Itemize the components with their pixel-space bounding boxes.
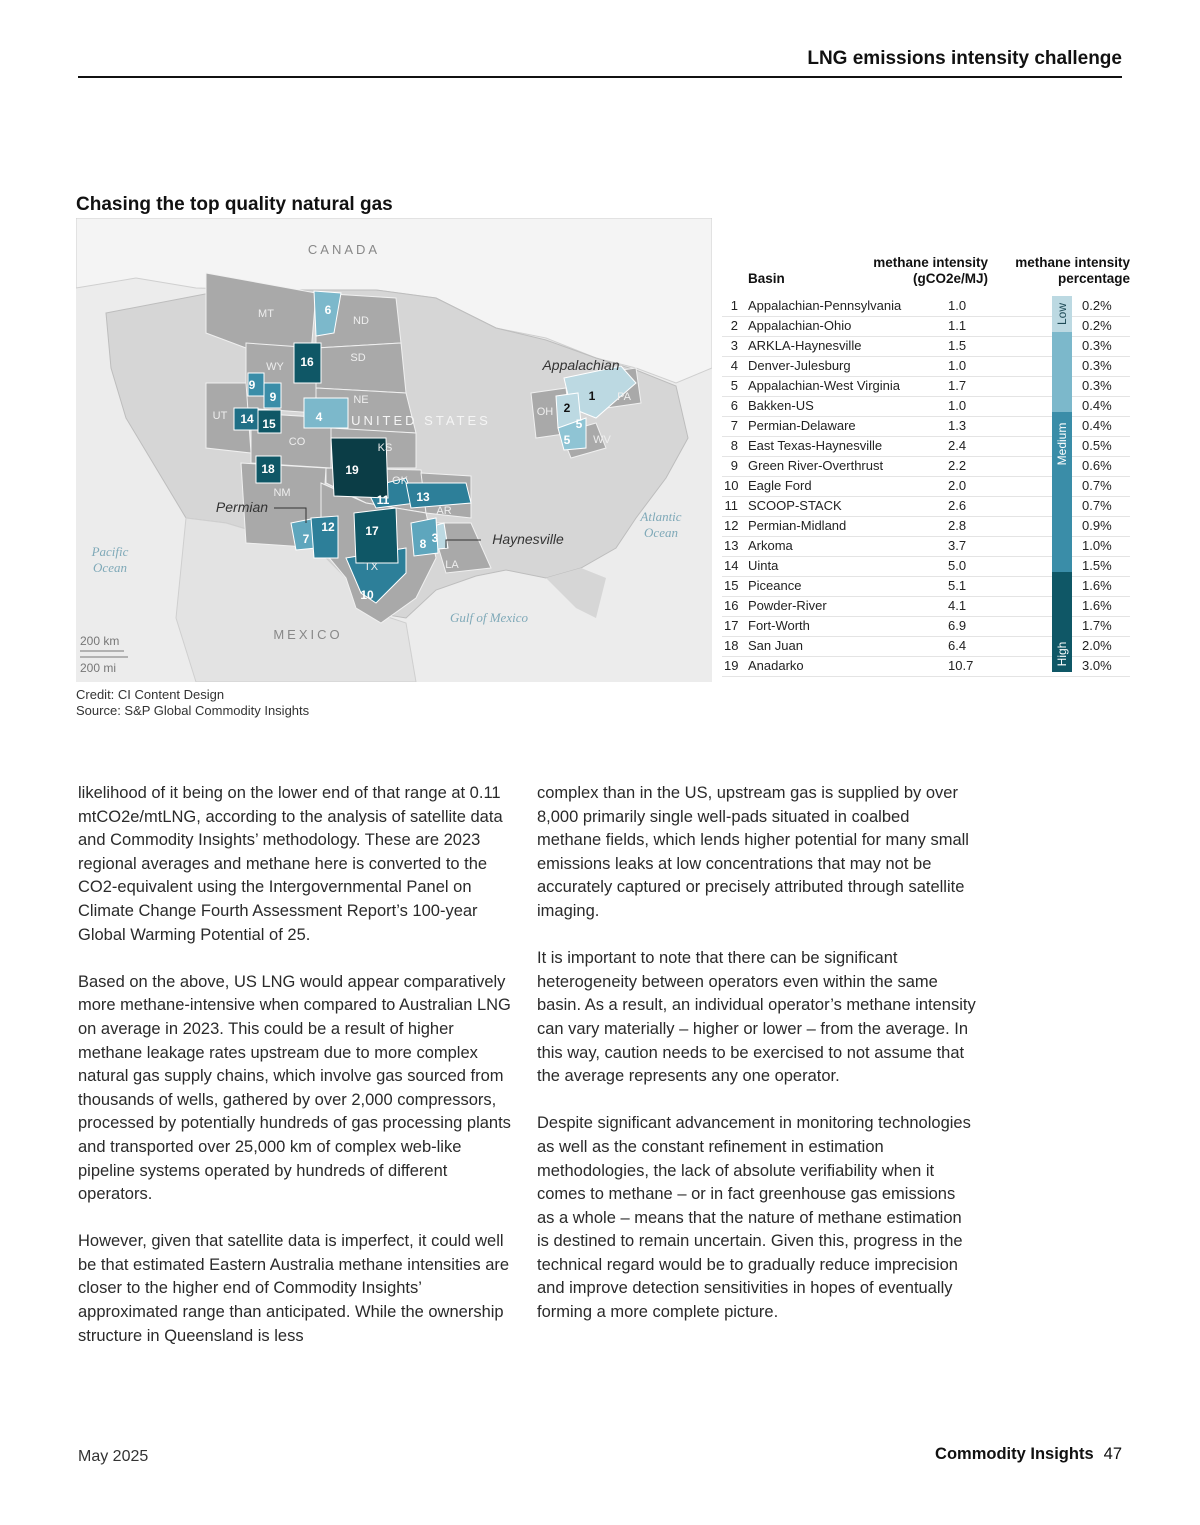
column-header-percentage — [992, 255, 1130, 287]
basin-name: Bakken-US — [748, 398, 814, 413]
row-number: 14 — [724, 558, 739, 573]
footer-date: May 2025 — [78, 1448, 149, 1465]
paragraph: It is important to note that there can be significant heterogeneity between operators even within the same basin. As a result, an individual operator’s methane intensity can vary materially – higher or lower – from the average. In this way, caution needs to be exercised to not assume that the average represents any one operator. — [537, 949, 976, 1086]
basin-name: Appalachian-West Virginia — [748, 378, 900, 393]
intensity-percentage: 0.6% — [1082, 458, 1112, 473]
basin-number: 10 — [360, 588, 374, 602]
basin-name: ARKLA-Haynesville — [748, 338, 862, 353]
basin-name: Piceance — [748, 578, 802, 593]
row-number: 1 — [730, 298, 738, 313]
methane-intensity: 5.1 — [948, 578, 967, 593]
methane-intensity: 2.2 — [948, 458, 967, 473]
row-number: 12 — [724, 518, 739, 533]
intensity-percentage: 1.6% — [1082, 578, 1112, 593]
row-number: 5 — [730, 378, 738, 393]
basin-number: 8 — [419, 537, 427, 551]
row-number: 15 — [724, 578, 739, 593]
basin-name: Eagle Ford — [748, 478, 812, 493]
paragraph: likelihood of it being on the lower end of that range at 0.11 mtCO2e/mtLNG, according to the analysis of satellite data and Commodity Insights’ methodology. These are 2023 regional averages and methane here is converted to the CO2-equivalent using the Intergovernmental Panel on Climate Change Fourth Assessment Report’s 100-year Global Warming Potential of 25. — [78, 784, 503, 944]
intensity-percentage: 0.3% — [1082, 378, 1112, 393]
intensity-percentage: 1.6% — [1082, 598, 1112, 613]
intensity-percentage: 1.7% — [1082, 618, 1112, 633]
intensity-percentage: 0.2% — [1082, 298, 1112, 313]
state-label: SD — [350, 352, 366, 364]
band-label: Medium — [1055, 422, 1069, 466]
basin-number: 13 — [416, 490, 430, 504]
credit-line: Credit: CI Content Design — [76, 687, 225, 702]
row-number: 13 — [724, 538, 739, 553]
intensity-percentage: 1.0% — [1082, 538, 1112, 553]
state-label: UT — [212, 410, 228, 422]
state-label: OK — [392, 475, 408, 487]
basin-name: Denver-Julesburg — [748, 358, 851, 373]
intensity-percentage: 0.4% — [1082, 418, 1112, 433]
basin-name: Appalachian-Ohio — [748, 318, 852, 333]
header-line: percentage — [1057, 271, 1130, 286]
basin-number: 15 — [262, 417, 276, 431]
country-label-mexico: MEXICO — [273, 627, 343, 642]
state-label: LA — [445, 559, 459, 571]
basin-name: Fort-Worth — [748, 618, 810, 633]
section-title: LNG emissions intensity challenge — [807, 48, 1122, 69]
methane-intensity: 2.6 — [948, 498, 967, 513]
basin-number: 16 — [300, 355, 314, 369]
footer-brand — [935, 1445, 1122, 1464]
basin-name: East Texas-Haynesville — [748, 438, 883, 453]
ocean-label-atlantic: Ocean — [644, 525, 678, 540]
row-number: 18 — [724, 638, 739, 653]
basin-name: San Juan — [748, 638, 803, 653]
basin-shape-4 — [304, 398, 348, 428]
state-label: WY — [266, 361, 284, 373]
brand-name: Commodity Insights — [935, 1445, 1094, 1463]
page-number: 47 — [1103, 1445, 1122, 1463]
basin-number: 4 — [315, 410, 323, 424]
state-label: NE — [353, 394, 369, 406]
methane-intensity: 2.4 — [948, 438, 967, 453]
basin-number: 19 — [345, 463, 359, 477]
row-number: 17 — [724, 618, 739, 633]
intensity-percentage: 0.2% — [1082, 318, 1112, 333]
intensity-percentage: 0.7% — [1082, 498, 1112, 513]
methane-intensity: 1.1 — [948, 318, 967, 333]
state-label: KS — [377, 442, 393, 454]
basin-number: 5 — [563, 433, 571, 447]
basin-number: 12 — [321, 520, 335, 534]
basin-name: Permian-Delaware — [748, 418, 856, 433]
band-low — [1052, 296, 1072, 332]
intensity-percentage: 1.5% — [1082, 558, 1112, 573]
methane-intensity: 2.0 — [948, 478, 967, 493]
ocean-label-atlantic: Atlantic — [640, 509, 682, 524]
intensity-percentage: 0.5% — [1082, 438, 1112, 453]
basin-number: 17 — [365, 524, 379, 538]
ocean-label-gulf: Gulf of Mexico — [450, 610, 528, 625]
basin-name: Appalachian-Pennsylvania — [748, 298, 902, 313]
figure-credit — [76, 687, 309, 719]
methane-intensity: 4.1 — [948, 598, 967, 613]
intensity-percentage: 0.3% — [1082, 338, 1112, 353]
column-header-intensity — [822, 255, 988, 287]
basin-number: 9 — [248, 378, 256, 392]
basin-number: 11 — [376, 493, 390, 507]
basin-name: Arkoma — [748, 538, 793, 553]
intensity-percentage: 0.4% — [1082, 398, 1112, 413]
paragraph: complex than in the US, upstream gas is supplied by over 8,000 primarily single well-pads situated in coalbed methane fields, which lends higher potential for many small emissions leaks at low concentrations that may not be accurately captured or precisely attributed through satellite imaging. — [537, 784, 969, 920]
basin-name: Green River-Overthrust — [748, 458, 884, 473]
column-header-basin: Basin — [748, 271, 785, 286]
row-number: 19 — [724, 658, 739, 673]
methane-intensity: 1.0 — [948, 358, 967, 373]
methane-intensity: 5.0 — [948, 558, 967, 573]
row-number: 9 — [730, 458, 738, 473]
methane-intensity: 1.5 — [948, 338, 967, 353]
ocean-label-pacific: Pacific — [91, 544, 129, 559]
state-label: NM — [273, 487, 291, 499]
basin-name: Uinta — [748, 558, 779, 573]
band-high — [1052, 572, 1072, 672]
header-line: methane intensity — [1015, 255, 1130, 270]
row-number: 16 — [724, 598, 739, 613]
intensity-percentage: 2.0% — [1082, 638, 1112, 653]
basin-number: 2 — [563, 401, 571, 415]
band-label: Low — [1055, 302, 1069, 326]
body-column-left — [78, 782, 518, 1372]
basin-map — [76, 218, 712, 682]
basin-number: 9 — [269, 390, 277, 404]
row-number: 6 — [730, 398, 738, 413]
band-label: High — [1055, 641, 1069, 667]
row-number: 2 — [730, 318, 738, 333]
basin-number: 18 — [261, 462, 275, 476]
figure-title: Chasing the top quality natural gas — [76, 194, 393, 215]
basin-name: Permian-Midland — [748, 518, 847, 533]
methane-intensity: 2.8 — [948, 518, 967, 533]
methane-intensity: 1.7 — [948, 378, 967, 393]
state-sd — [316, 343, 406, 393]
methane-intensity: 1.3 — [948, 418, 967, 433]
paragraph: However, given that satellite data is imperfect, it could well be that estimated Eastern Australia methane intensities are closer to the higher end of Commodity Insights’ approximated range than anticipated. While the ownership structure in Queensland is less — [78, 1232, 510, 1345]
state-label: OH — [536, 406, 554, 418]
state-label: AR — [436, 505, 452, 517]
basin-number: 1 — [588, 389, 596, 403]
methane-intensity: 1.0 — [948, 298, 967, 313]
methane-intensity: 6.9 — [948, 618, 967, 633]
row-number: 8 — [730, 438, 738, 453]
methane-intensity: 1.0 — [948, 398, 967, 413]
state-label: ND — [353, 315, 369, 327]
basin-number: 14 — [240, 412, 254, 426]
basin-number: 3 — [431, 531, 439, 545]
header-rule — [78, 76, 1122, 78]
row-number: 4 — [730, 358, 738, 373]
intensity-percentage: 0.9% — [1082, 518, 1112, 533]
row-number: 7 — [730, 418, 738, 433]
paragraph: Despite significant advancement in monitoring technologies as well as the constant refinement in estimation methodologies, the lack of absolute verifiability when it comes to methane – or in fact greenhouse gas emissions as a whole – means that the nature of methane estimation is destined to remain uncertain. Given this, progress in the technical regard would be to gradually reduce imprecision and improve detection sensitivities in hopes of eventually forming a more complete picture. — [537, 1114, 971, 1322]
scale-mi: 200 mi — [80, 661, 117, 675]
state-label: MT — [258, 308, 274, 320]
intensity-percentage: 0.7% — [1082, 478, 1112, 493]
header-line: (gCO2e/MJ) — [912, 271, 988, 286]
methane-intensity: 6.4 — [948, 638, 967, 653]
basin-name: Anadarko — [748, 658, 804, 673]
region-label-haynesville: Haynesville — [492, 531, 564, 547]
region-label-appalachian: Appalachian — [542, 357, 620, 373]
methane-intensity: 3.7 — [948, 538, 967, 553]
basin-number: 6 — [324, 303, 332, 317]
state-label: PA — [617, 391, 631, 403]
state-label: TX — [363, 561, 379, 573]
methane-intensity: 10.7 — [948, 658, 974, 673]
intensity-percentage: 3.0% — [1082, 658, 1112, 673]
source-line: Source: S&P Global Commodity Insights — [76, 703, 310, 718]
country-label-canada: CANADA — [307, 242, 381, 257]
body-column-right — [537, 782, 977, 1348]
state-label: WV — [593, 434, 611, 446]
paragraph: Based on the above, US LNG would appear comparatively more methane-intensive when compared to Australian LNG on average in 2023. This could be a result of higher methane leakage rates upstream due to more complex natural gas supply chains, which involve gas sourced from thousands of wells, gathered by over 2,000 compressors, processed by potentially hundreds of gas processing plants and transported over 25,000 km of complex web-like pipeline systems operated by hundreds of different operators. — [78, 972, 511, 1204]
row-number: 3 — [730, 338, 738, 353]
header-line: methane intensity — [873, 255, 988, 270]
basin-name: Powder-River — [748, 598, 827, 613]
region-label-permian: Permian — [215, 499, 269, 515]
country-label-us: UNITED STATES — [351, 413, 491, 428]
scale-km: 200 km — [80, 634, 120, 648]
basin-number: 7 — [302, 532, 310, 546]
intensity-percentage: 0.3% — [1082, 358, 1112, 373]
row-number: 11 — [724, 498, 738, 513]
state-label: CO — [288, 436, 306, 448]
basin-name: SCOOP-STACK — [748, 498, 842, 513]
band-medium — [1052, 412, 1072, 572]
ocean-label-pacific: Ocean — [93, 560, 127, 575]
row-number: 10 — [724, 478, 739, 493]
basin-number: 5 — [575, 417, 583, 431]
